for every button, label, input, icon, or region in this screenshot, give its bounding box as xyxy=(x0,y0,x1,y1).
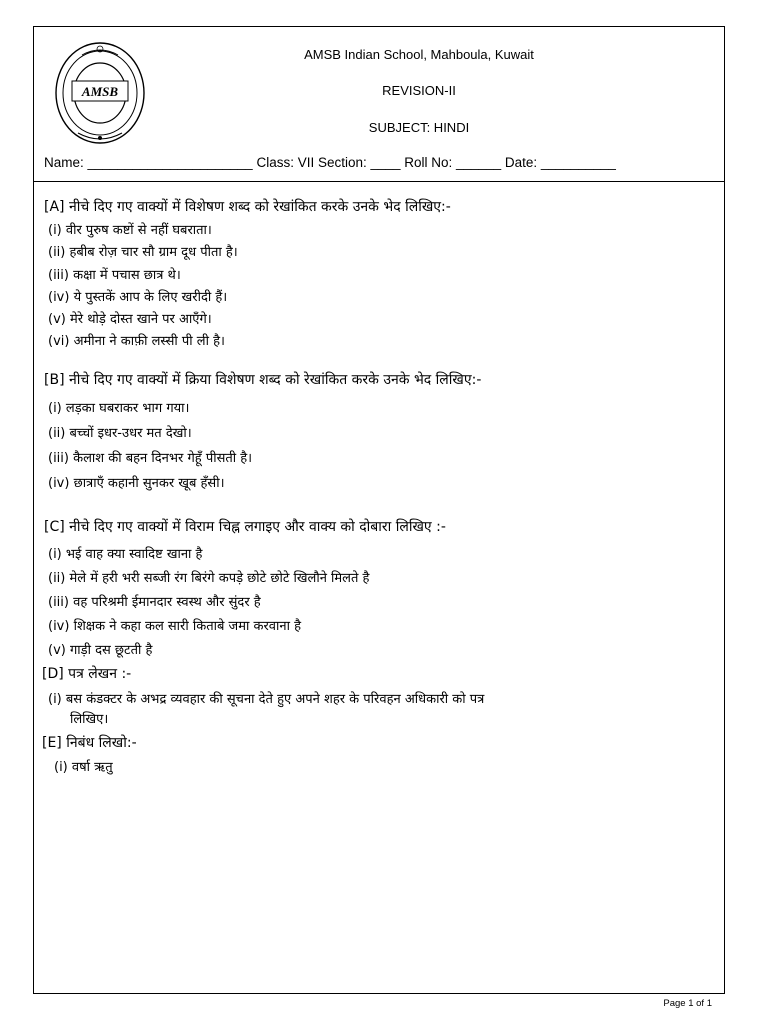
subject-title: SUBJECT: HINDI xyxy=(368,120,470,135)
section-b-heading: [B] नीचे दिए गए वाक्यों में क्रिया विशेषण शब्द को रेखांकित करके उनके भेद लिखिए:- xyxy=(44,372,482,388)
section-a-item: (vi) अमीना ने काफ़ी लस्सी पी ली है। xyxy=(48,334,225,349)
section-e-item: (i) वर्षा ऋतु xyxy=(54,760,113,775)
section-c-item: (i) भई वाह क्या स्वादिष्ट खाना है xyxy=(48,547,203,562)
section-a-item: (iii) कक्षा में पचास छात्र थे। xyxy=(48,268,181,283)
question-paper xyxy=(33,26,725,994)
section-d-item: लिखिए। xyxy=(70,712,109,727)
school-name: AMSB Indian School, Mahboula, Kuwait xyxy=(304,47,534,62)
section-c-item: (v) गाड़ी दस छूटती है xyxy=(48,643,153,658)
section-c-item: (iv) शिक्षक ने कहा कल सारी किताबे जमा करवाना है xyxy=(48,619,301,634)
section-d-item: (i) बस कंडक्टर के अभद्र व्यवहार की सूचना देते हुए अपने शहर के परिवहन अधिकारी को पत्र xyxy=(48,692,485,707)
section-b-item: (iv) छात्राएँ कहानी सुनकर खूब हँसी। xyxy=(48,476,225,491)
section-b-item: (iii) कैलाश की बहन दिनभर गेहूँ पीसती है। xyxy=(48,451,253,466)
section-b-item: (ii) बच्चों इधर-उधर मत देखो। xyxy=(48,426,192,441)
section-b-item: (i) लड़का घबराकर भाग गया। xyxy=(48,401,190,416)
section-c-heading: [C] नीचे दिए गए वाक्यों में विराम चिह्न लगाइए और वाक्य को दोबारा लिखिए :- xyxy=(44,519,446,535)
page-number: Page 1 of 1 xyxy=(663,998,712,1009)
exam-title: REVISION-II xyxy=(382,83,456,98)
section-a-item: (i) वीर पुरुष कष्टों से नहीं घबराता। xyxy=(48,223,212,238)
student-details-row: Name: ______________________ Class: VII Section: ____ Roll No: ______ Date: __________ xyxy=(44,155,616,170)
section-d-heading: [D] पत्र लेखन :- xyxy=(42,666,132,682)
logo-text: AMSB xyxy=(81,84,119,99)
section-e-heading: [E] निबंध लिखो:- xyxy=(42,735,137,751)
paper-header xyxy=(34,27,724,182)
section-a-item: (iv) ये पुस्तकें आप के लिए खरीदी हैं। xyxy=(48,290,228,305)
section-a-item: (ii) हबीब रोज़ चार सौ ग्राम दूध पीता है। xyxy=(48,245,238,260)
section-c-item: (ii) मेले में हरी भरी सब्जी रंग बिरंगे कपड़े छोटे छोटे खिलौने मिलते है xyxy=(48,571,370,586)
section-c-item: (iii) वह परिश्रमी ईमानदार स्वस्थ और सुंदर है xyxy=(48,595,261,610)
section-a-item: (v) मेरे थोड़े दोस्त खाने पर आएँगे। xyxy=(48,312,212,327)
section-a-heading: [A] नीचे दिए गए वाक्यों में विशेषण शब्द को रेखांकित करके उनके भेद लिखिए:- xyxy=(44,199,451,215)
